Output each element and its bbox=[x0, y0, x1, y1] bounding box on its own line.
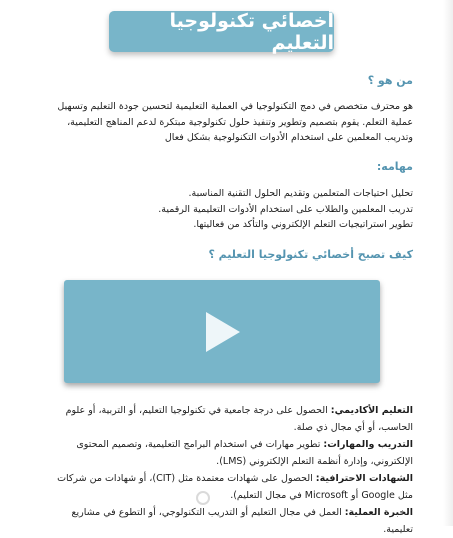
requirement-label: الشهادات الاحترافية: bbox=[315, 473, 413, 484]
video-player[interactable] bbox=[64, 280, 380, 383]
requirement-text: العمل في مجال التعليم أو التدريب التكنولوجي، أو التطوع في مشاريع تعليمية. bbox=[71, 507, 413, 535]
page-edge bbox=[443, 0, 453, 526]
tasks-list bbox=[40, 186, 413, 233]
header bbox=[0, 0, 453, 60]
watermark bbox=[196, 488, 246, 508]
requirement-text: الحصول على درجة جامعية في تكنولوجيا التعليم، أو التربية، أو علوم الحاسب، أو أي مجال ذي صلة. bbox=[65, 405, 413, 433]
list-item: تدريب المعلمين والطلاب على استخدام الأدوات التعليمية الرقمية. bbox=[158, 203, 413, 215]
page-title: أخصائي تكنولوجيا التعليم bbox=[109, 11, 334, 52]
requirement-text: تطوير مهارات في استخدام البرامج التعليمية، وتصميم المحتوى الإلكتروني، وإدارة أنظمة التعلم الإلكتروني (LMS). bbox=[76, 439, 413, 467]
who-heading: من هو ؟ bbox=[367, 74, 413, 87]
list-item bbox=[40, 402, 413, 436]
requirements-list bbox=[40, 402, 413, 538]
how-heading: كيف تصبح أخصائي تكنولوجيا التعليم ؟ bbox=[208, 248, 413, 261]
requirement-label: الخبرة العملية: bbox=[344, 507, 413, 518]
tasks-heading: مهامه: bbox=[376, 160, 413, 173]
list-item: تطوير استراتيجيات التعلم الإلكتروني والتأكد من فعاليتها. bbox=[193, 219, 413, 230]
requirement-text: الحصول على شهادات معتمدة مثل (CIT)، أو شهادات من شركات مثل Google أو Microsoft في مجال التعليم). bbox=[57, 473, 413, 501]
requirement-label: التدريب والمهارات: bbox=[323, 439, 413, 450]
list-item bbox=[40, 504, 413, 538]
play-icon[interactable] bbox=[202, 310, 242, 354]
who-description: هو محترف متخصص في دمج التكنولوجيا في العملية التعليمية لتحسين جودة التعليم وتسهيل عملية التعلم. يقوم بتصميم وتطوير وتنفيذ حلول تكنولوجية مبتكرة لدعم المناهج التعليمية، وتدريب المعلمين على استخدام الأدوات التكنولوجية بشكل فعال bbox=[57, 101, 413, 143]
list-item bbox=[40, 436, 413, 470]
list-item: تحليل احتياجات المتعلمين وتقديم الحلول التقنية المناسبة. bbox=[188, 188, 413, 199]
watermark-logo-icon bbox=[196, 491, 210, 505]
requirement-label: التعليم الأكاديمي: bbox=[330, 405, 413, 416]
